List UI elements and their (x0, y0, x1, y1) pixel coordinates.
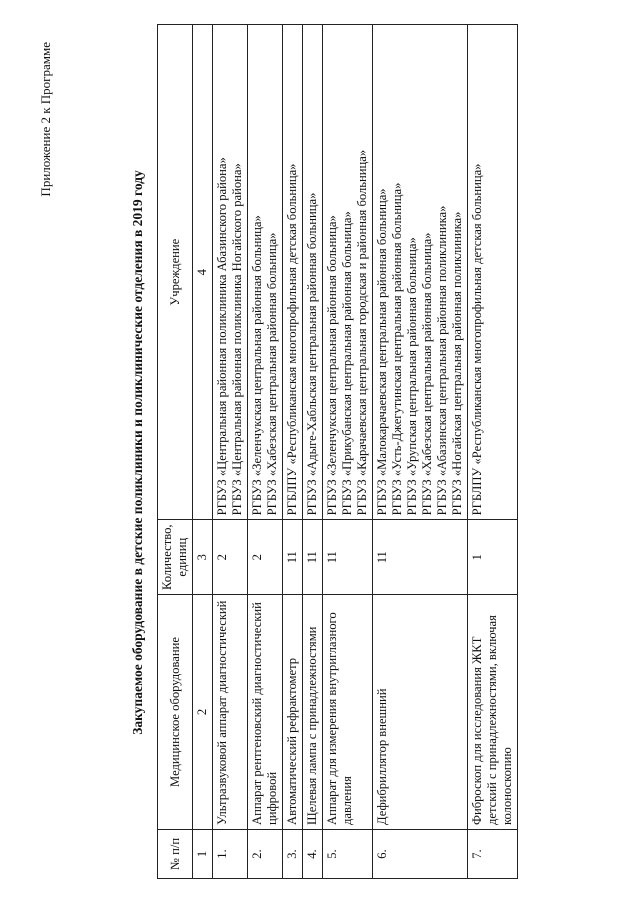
row-number: 3. (283, 830, 303, 879)
appendix-label: Приложение 2 к Программе (38, 42, 53, 197)
header-number: № п/п (158, 830, 193, 879)
column-number: 4 (193, 25, 213, 520)
equipment-name: Фиброскоп для исследования ЖКТ детский с принадлежностями, включая колоноскопию (468, 595, 518, 830)
institution: РГБУЗ «Урупская центральная районная больница» (405, 237, 419, 516)
table-row (248, 25, 283, 879)
table-row (213, 25, 248, 879)
institution: РГБУЗ «Хабезская центральная районная больница» (265, 232, 279, 516)
quantity: 2 (248, 520, 283, 595)
equipment-table (157, 24, 518, 879)
institution: РГБУЗ «Прикубанская центральная районная больница» (340, 211, 354, 516)
equipment-name: Ультразвуковой аппарат диагностический (213, 595, 248, 830)
column-number: 2 (193, 595, 213, 830)
header-equipment: Медицинское оборудование (158, 595, 193, 830)
institution: РГБУЗ «Зеленчукская центральная районная больница» (325, 215, 339, 516)
institution: РГБУЗ «Зеленчукская центральная районная больница» (250, 215, 264, 516)
row-number: 6. (373, 830, 468, 879)
institution-cell (303, 25, 323, 520)
institution-cell (248, 25, 283, 520)
institution-cell (213, 25, 248, 520)
equipment-name: Аппарат рентгеновский диагностический цифровой (248, 595, 283, 830)
column-number: 1 (193, 830, 213, 879)
institution: РГБУЗ «Абазинская центральная районная поликлиника» (435, 205, 449, 516)
quantity: 11 (373, 520, 468, 595)
table-row (323, 25, 373, 879)
institution-cell (373, 25, 468, 520)
equipment-name: Щелевая лампа с принадлежностями (303, 595, 323, 830)
institution: РГБУЗ «Центральная районная поликлиника Ногайского района» (230, 163, 244, 516)
row-number: 1. (213, 830, 248, 879)
institution: РГБУЗ «Карачаевская центральная городская и районная больница» (355, 149, 369, 516)
row-number: 7. (468, 830, 518, 879)
table-row (373, 25, 468, 879)
institution: РГБЛПУ «Республиканская многопрофильная детская больница» (285, 163, 299, 516)
institution: РГБУЗ «Ногайская центральная районная поликлиника» (450, 211, 464, 516)
institution: РГБУЗ «Малокарачаевская центральная районная больница» (375, 188, 389, 516)
row-number: 4. (303, 830, 323, 879)
header-row (158, 25, 193, 879)
table-row (468, 25, 518, 879)
quantity: 2 (213, 520, 248, 595)
quantity: 11 (283, 520, 303, 595)
quantity: 11 (323, 520, 373, 595)
institution-cell (323, 25, 373, 520)
equipment-name: Аппарат для измерения внутриглазного давления (323, 595, 373, 830)
row-number: 5. (323, 830, 373, 879)
institution: РГБУЗ «Центральная районная поликлиника Абазинского района» (215, 157, 229, 516)
document-title: Закупаемое оборудование в детские поликлиники и поликлинические отделения в 2019 году (130, 170, 145, 735)
institution: РГБУЗ «Усть-Джегутинская центральная районная больница» (390, 182, 404, 516)
quantity: 11 (303, 520, 323, 595)
column-number: 3 (193, 520, 213, 595)
institution: РГБУЗ «Адыге-Хабльская центральная районная больница» (305, 192, 319, 516)
institution-cell (283, 25, 303, 520)
institution: РГБЛПУ «Республиканская многопрофильная детская больница» (470, 163, 484, 516)
table-row (303, 25, 323, 879)
institution-cell (468, 25, 518, 520)
header-quantity: Количество, единиц (158, 520, 193, 595)
quantity: 1 (468, 520, 518, 595)
equipment-name: Дефибриллятор внешний (373, 595, 468, 830)
table-row (283, 25, 303, 879)
equipment-name: Автоматический рефрактометр (283, 595, 303, 830)
row-number: 2. (248, 830, 283, 879)
column-number-row (193, 25, 213, 879)
institution: РГБУЗ «Хабезская центральная районная больница» (420, 232, 434, 516)
header-institution: Учреждение (158, 25, 193, 520)
